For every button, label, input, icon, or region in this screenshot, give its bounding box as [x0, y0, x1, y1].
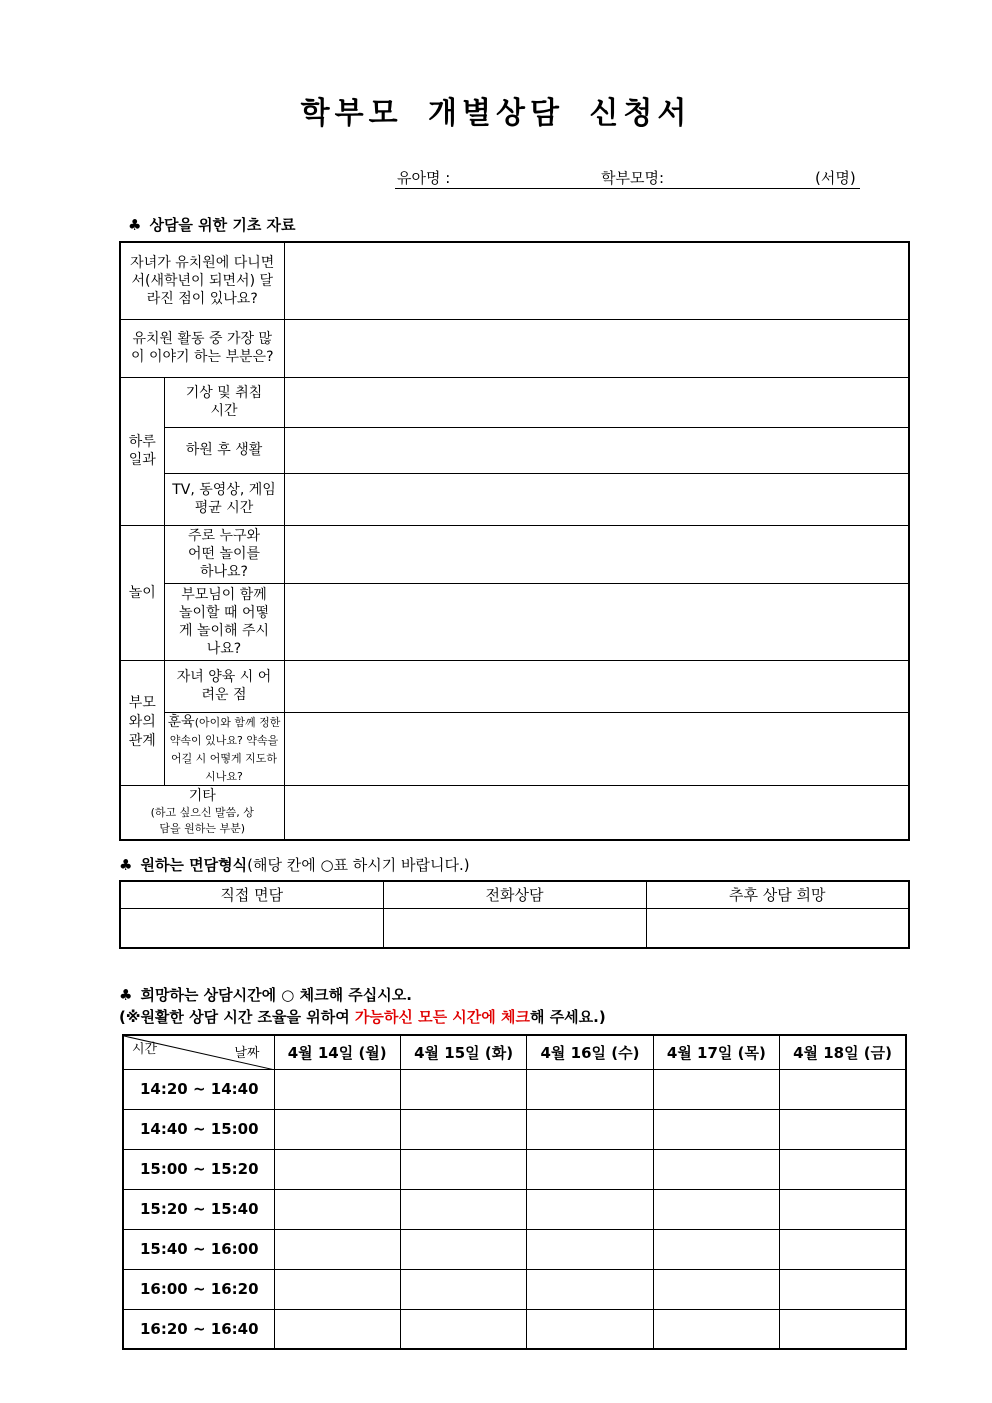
- page-title: 학부모 개별상담 신청서: [300, 96, 692, 131]
- schedule-cell[interactable]: [653, 1109, 779, 1149]
- schedule-cell[interactable]: [274, 1069, 400, 1109]
- note-pre: (※원활한 상담 시간 조율을 위하여: [119, 1008, 355, 1026]
- row-label-parent-play: 부모님이 함께 놀이할 때 어떻게 놀이해 주시나요?: [164, 583, 284, 660]
- note-post: 해 주세요.): [529, 1008, 606, 1026]
- child-name-field[interactable]: [460, 166, 590, 186]
- time-slot: 14:40 ~ 15:00: [123, 1109, 274, 1149]
- time-slot: 16:00 ~ 16:20: [123, 1269, 274, 1309]
- schedule-cell[interactable]: [527, 1309, 653, 1349]
- child-name-label: 유아명 :: [397, 169, 451, 187]
- schedule-cell[interactable]: [400, 1189, 526, 1229]
- schedule-cell[interactable]: [274, 1229, 400, 1269]
- schedule-cell[interactable]: [400, 1069, 526, 1109]
- answer-discipline[interactable]: [284, 712, 909, 785]
- schedule-cell[interactable]: [527, 1269, 653, 1309]
- schedule-table: [122, 1034, 907, 1350]
- answer-change[interactable]: [284, 242, 909, 319]
- basic-info-table: [119, 241, 910, 841]
- row-label-talk: 유치원 활동 중 가장 많이 이야기 하는 부분은?: [120, 319, 284, 377]
- section2-heading: [119, 854, 470, 875]
- row-label-change: 자녀가 유치원에 다니면서(새학년이 되면서) 달라진 점이 있나요?: [120, 242, 284, 319]
- col-later: 추후 상담 희망: [646, 881, 909, 908]
- corner-cell: [123, 1035, 274, 1069]
- time-slot: 16:20 ~ 16:40: [123, 1309, 274, 1349]
- row-label-who-play: 주로 누구와 어떤 놀이를 하나요?: [164, 525, 284, 583]
- row-label-after: 하원 후 생활: [164, 427, 284, 473]
- row-label-discipline: [164, 712, 284, 785]
- section1-heading-text: 상담을 위한 기초 자료: [149, 216, 296, 234]
- row-label-tv: TV, 동영상, 게임 평균 시간: [164, 473, 284, 525]
- section3-heading: [119, 984, 412, 1005]
- group-label-daily: 하루 일과: [120, 377, 164, 525]
- etc-sub: (하고 싶으신 말씀, 상담을 원하는 부분): [150, 806, 254, 836]
- answer-who-play[interactable]: [284, 525, 909, 583]
- group-label-play: 놀이: [120, 525, 164, 660]
- answer-tv[interactable]: [284, 473, 909, 525]
- schedule-cell[interactable]: [653, 1229, 779, 1269]
- schedule-cell[interactable]: [780, 1229, 906, 1269]
- schedule-cell[interactable]: [400, 1269, 526, 1309]
- schedule-cell[interactable]: [274, 1189, 400, 1229]
- schedule-cell[interactable]: [527, 1109, 653, 1149]
- schedule-cell[interactable]: [274, 1309, 400, 1349]
- check-later[interactable]: [646, 908, 909, 948]
- club-icon: ♣: [119, 986, 133, 1004]
- note-red-2: 체크: [501, 1008, 530, 1026]
- schedule-cell[interactable]: [780, 1149, 906, 1189]
- parent-name-field[interactable]: [672, 166, 807, 186]
- schedule-cell[interactable]: [527, 1189, 653, 1229]
- schedule-cell[interactable]: [653, 1309, 779, 1349]
- answer-difficulty[interactable]: [284, 660, 909, 712]
- time-slot: 15:00 ~ 15:20: [123, 1149, 274, 1189]
- check-direct[interactable]: [120, 908, 383, 948]
- section3-note: [119, 1006, 606, 1027]
- club-icon: ♣: [119, 856, 133, 874]
- date-header: 4월 16일 (수): [527, 1035, 653, 1069]
- schedule-cell[interactable]: [527, 1149, 653, 1189]
- answer-after[interactable]: [284, 427, 909, 473]
- answer-wake[interactable]: [284, 377, 909, 427]
- schedule-cell[interactable]: [780, 1189, 906, 1229]
- section1-heading: [128, 214, 296, 235]
- row-label-difficulty: 자녀 양육 시 어려운 점: [164, 660, 284, 712]
- discipline-main: 훈육: [167, 713, 195, 730]
- answer-etc[interactable]: [284, 785, 909, 840]
- schedule-cell[interactable]: [400, 1149, 526, 1189]
- schedule-cell[interactable]: [527, 1229, 653, 1269]
- time-slot: 14:20 ~ 14:40: [123, 1069, 274, 1109]
- time-slot: 15:40 ~ 16:00: [123, 1229, 274, 1269]
- col-direct: 직접 면담: [120, 881, 383, 908]
- date-header: 4월 17일 (목): [653, 1035, 779, 1069]
- schedule-cell[interactable]: [780, 1109, 906, 1149]
- schedule-cell[interactable]: [274, 1149, 400, 1189]
- answer-talk[interactable]: [284, 319, 909, 377]
- club-icon: ♣: [128, 216, 142, 234]
- schedule-cell[interactable]: [653, 1149, 779, 1189]
- section2-heading-bold: 원하는 면담형식: [140, 856, 248, 874]
- date-header: 4월 18일 (금): [780, 1035, 906, 1069]
- corner-date: 날짜: [234, 1046, 260, 1062]
- schedule-cell[interactable]: [653, 1269, 779, 1309]
- corner-time: 시간: [132, 1042, 158, 1058]
- schedule-cell[interactable]: [400, 1109, 526, 1149]
- note-red-1: 가능하신 모든 시간에: [354, 1008, 501, 1026]
- check-phone[interactable]: [383, 908, 646, 948]
- group-label-relation: 부모와의 관계: [120, 660, 164, 785]
- schedule-cell[interactable]: [274, 1269, 400, 1309]
- row-label-wake: 기상 및 취침 시간: [164, 377, 284, 427]
- schedule-cell[interactable]: [274, 1109, 400, 1149]
- schedule-cell[interactable]: [527, 1069, 653, 1109]
- section3-heading-text: 희망하는 상담시간에 ○ 체크해 주십시오.: [140, 986, 412, 1004]
- date-header: 4월 14일 (월): [274, 1035, 400, 1069]
- schedule-cell[interactable]: [400, 1309, 526, 1349]
- schedule-cell[interactable]: [653, 1069, 779, 1109]
- schedule-cell[interactable]: [400, 1229, 526, 1269]
- col-phone: 전화상담: [383, 881, 646, 908]
- schedule-cell[interactable]: [653, 1189, 779, 1229]
- schedule-cell[interactable]: [780, 1269, 906, 1309]
- signature-label: (서명): [815, 169, 856, 187]
- section2-heading-note: (해당 칸에 ○표 하시기 바랍니다.): [247, 856, 470, 874]
- row-label-etc: [120, 785, 284, 840]
- schedule-cell[interactable]: [780, 1069, 906, 1109]
- parent-name-label: 학부모명:: [601, 169, 665, 187]
- answer-parent-play[interactable]: [284, 583, 909, 660]
- schedule-cell[interactable]: [780, 1309, 906, 1349]
- discipline-sub: (아이와 함께 정한 약속이 있나요? 약속을 어길 시 어떻게 지도하시나요?: [169, 715, 281, 783]
- interview-type-table: [119, 880, 910, 949]
- info-underline: [395, 188, 860, 189]
- time-slot: 15:20 ~ 15:40: [123, 1189, 274, 1229]
- etc-main: 기타: [188, 788, 216, 805]
- date-header: 4월 15일 (화): [400, 1035, 526, 1069]
